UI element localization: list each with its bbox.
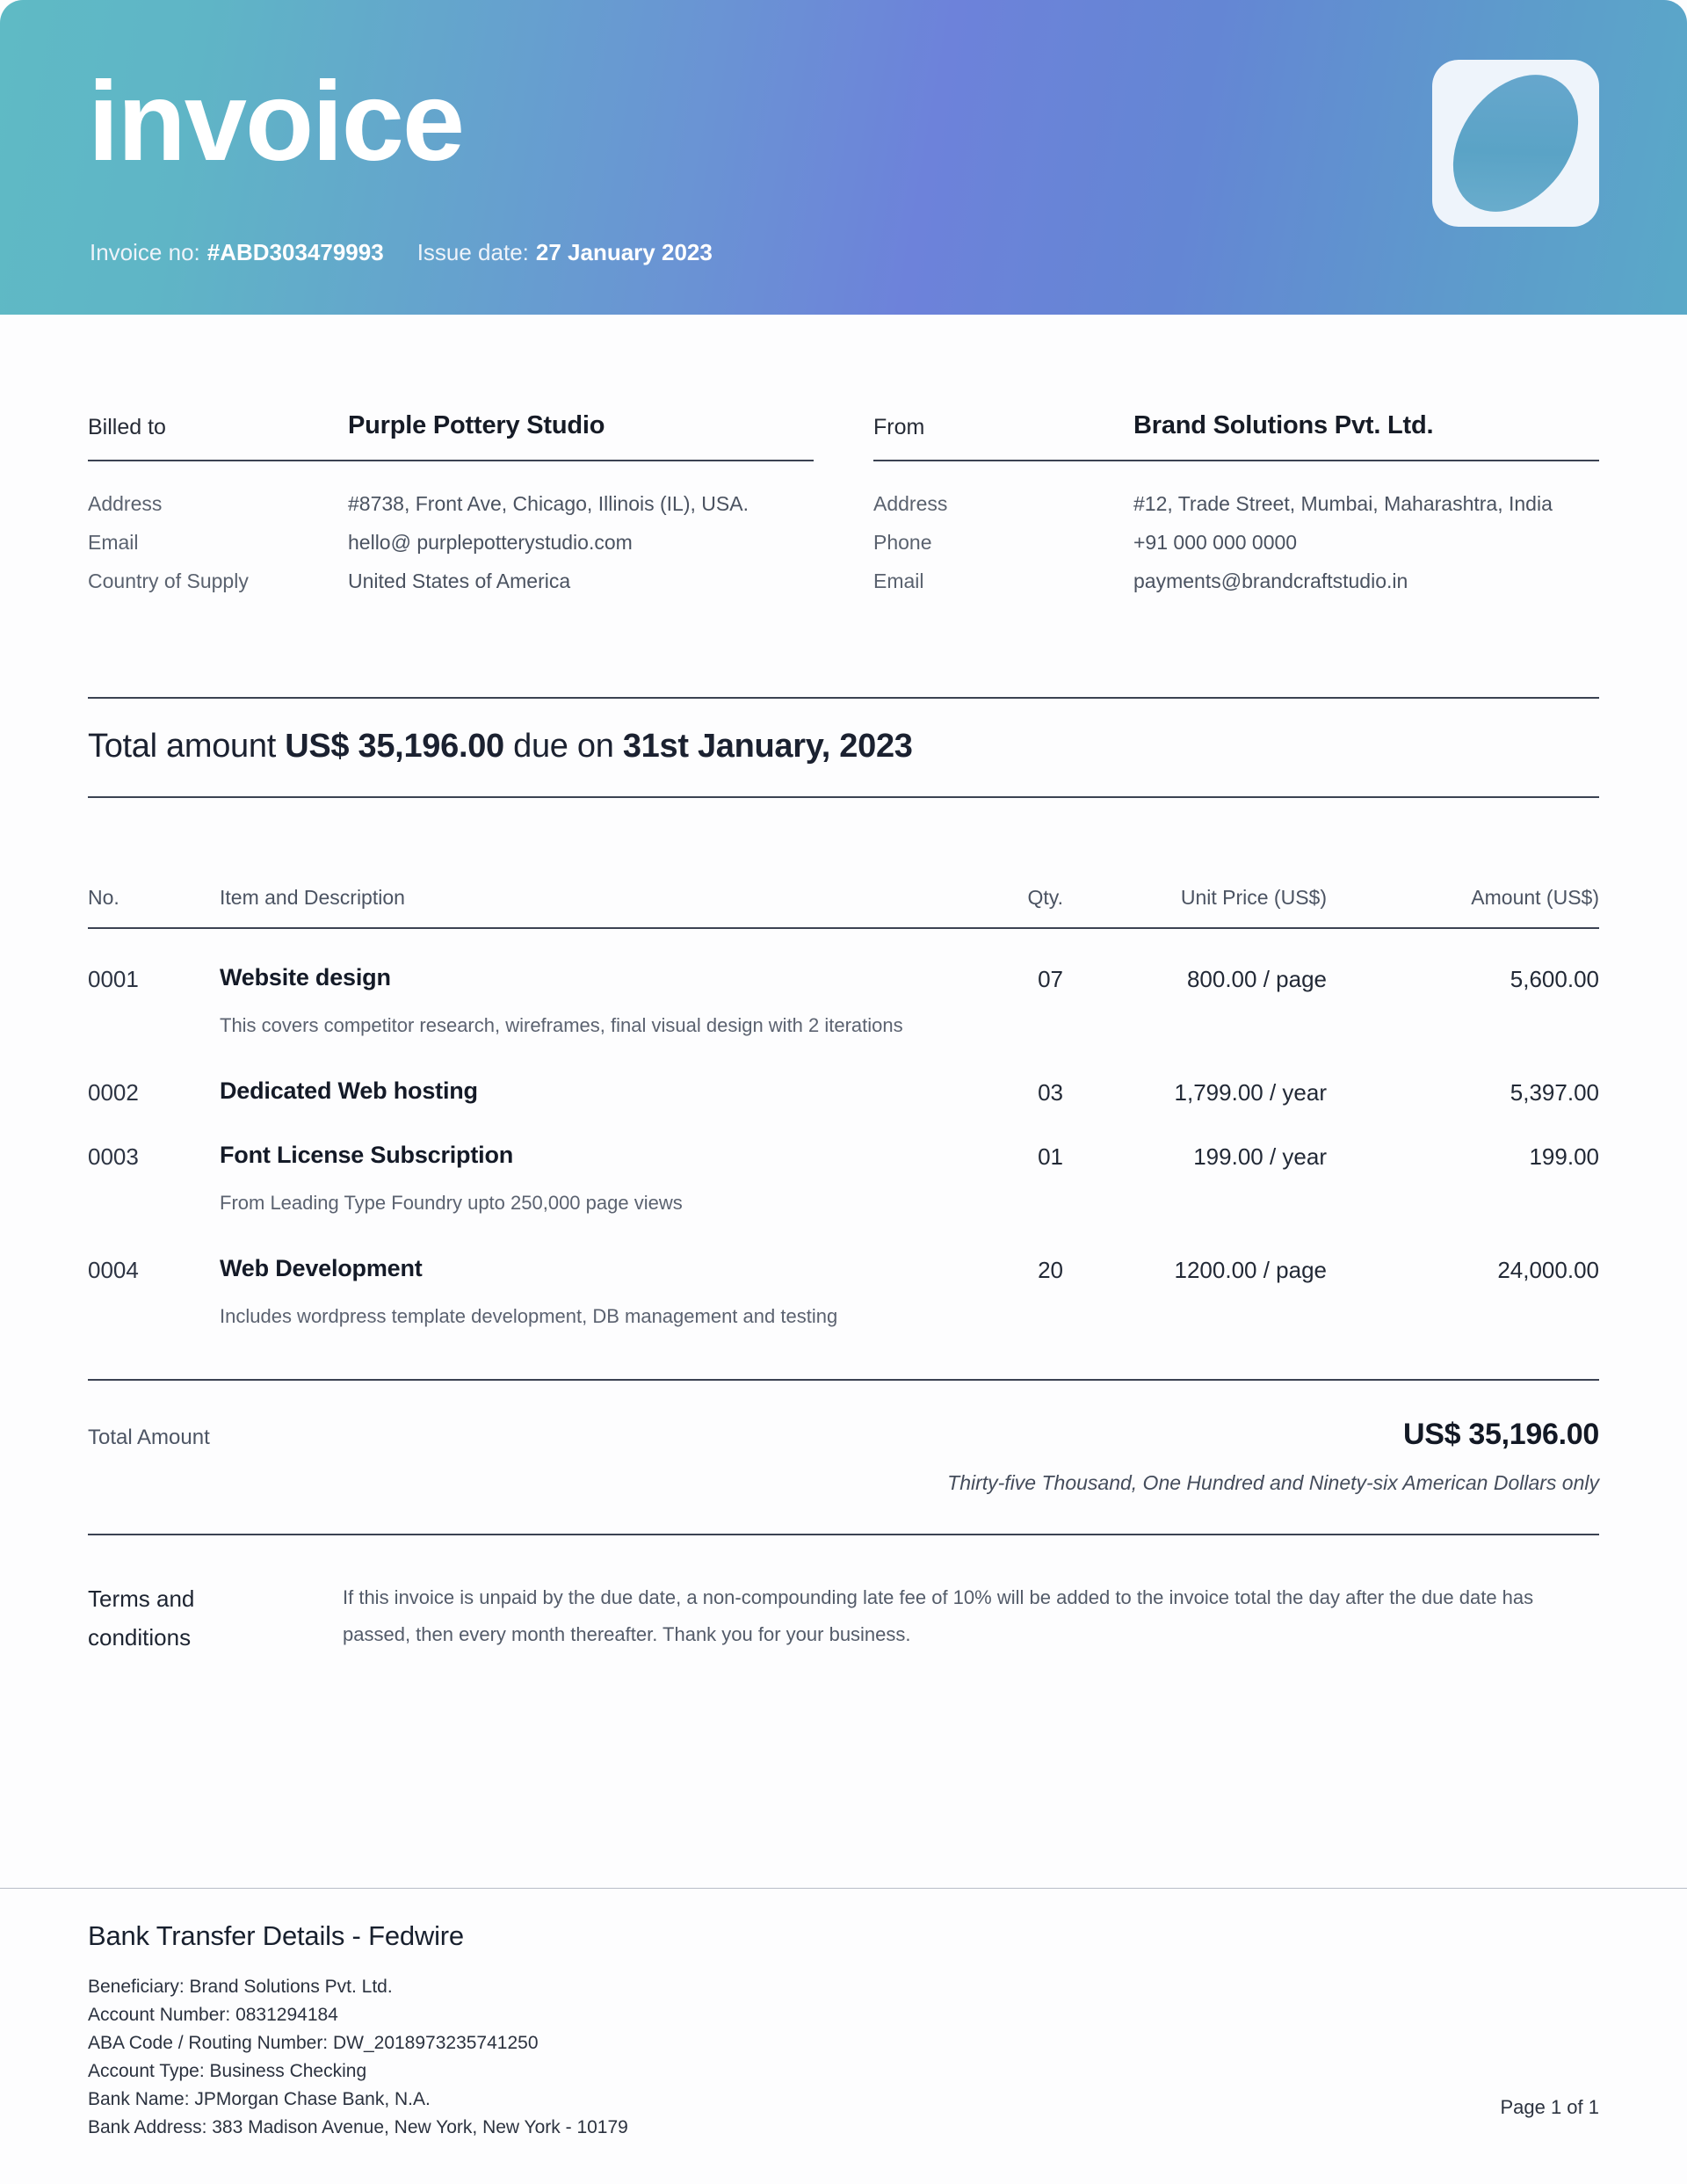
field-label: Phone [873,531,932,554]
field-label: Email [88,531,139,554]
column-header-amount: Amount (US$) [1471,886,1599,909]
field-value: payments@brandcraftstudio.in [1133,570,1408,592]
column-header-no: No. [88,886,119,909]
billed-to-name: Purple Pottery Studio [348,411,605,439]
bank-name: Bank Name: JPMorgan Chase Bank, N.A. [88,2089,431,2109]
invoice-meta [90,239,713,266]
page-title: invoice [88,59,464,185]
header-content [88,0,1599,315]
terms-section [88,1579,1599,1657]
table-row [88,1042,1599,1107]
row-unit-price: 1200.00 / page [1174,1257,1327,1283]
column-header-item: Item and Description [220,886,405,909]
field-label: Address [873,492,948,515]
from-name: Brand Solutions Pvt. Ltd. [1133,411,1434,439]
footer-divider [0,1888,1687,1889]
billed-to-header [88,411,814,461]
issue-date-group [417,239,713,266]
page-number: Page 1 of 1 [1500,2096,1599,2118]
billed-to-email-row [88,523,814,562]
issue-date-value: 27 January 2023 [535,239,713,265]
from-header [873,411,1599,461]
invoice-number-label: Invoice no: [90,239,200,265]
bank-aba-code: ABA Code / Routing Number: DW_2018973235741250 [88,2033,539,2053]
billed-to-block [88,411,814,600]
row-amount: 199.00 [1529,1143,1599,1170]
total-due-banner [88,697,1599,798]
logo-ellipse-shape [1428,51,1604,236]
row-no: 0001 [88,966,139,992]
grand-total-row [88,1381,1599,1452]
invoice-body [0,411,1687,1657]
brand-logo-icon [1432,60,1599,227]
field-label: Address [88,492,163,515]
row-item-title: Font License Subscription [220,1142,514,1168]
terms-text: If this invoice is unpaid by the due date, a non-compounding late fee of 10% will be added to the invoice total the day after the due date has passed, then every month thereafter. Thank you for your business. [343,1586,1534,1645]
from-label: From [873,415,925,439]
row-unit-price: 199.00 / year [1193,1143,1327,1170]
row-unit-price: 800.00 / page [1186,966,1327,992]
row-no: 0004 [88,1257,139,1283]
from-phone-row [873,523,1599,562]
row-qty: 20 [1038,1257,1063,1283]
row-amount: 5,600.00 [1510,966,1599,992]
row-qty: 01 [1038,1143,1063,1170]
row-item-description: This covers competitor research, wireframes, final visual design with 2 iterations [220,1014,903,1036]
from-address-row [873,484,1599,523]
footer-bottom-bar [88,2087,1599,2119]
row-unit-price: 1,799.00 / year [1174,1079,1327,1106]
from-block [873,411,1599,600]
row-item-cell [220,1255,931,1333]
row-item-description: Includes wordpress template development, DB management and testing [220,1305,838,1327]
amount-in-words: Thirty-five Thousand, One Hundred and Ninety-six American Dollars only [947,1471,1599,1494]
bank-account-number: Account Number: 0831294184 [88,2005,338,2025]
row-amount: 24,000.00 [1497,1257,1599,1283]
terms-label-line2: conditions [88,1624,192,1651]
row-item-description: From Leading Type Foundry upto 250,000 page views [220,1192,683,1214]
from-rows [873,484,1599,600]
total-due-prefix: Total amount [88,728,286,765]
bank-account-type: Account Type: Business Checking [88,2061,367,2081]
row-no: 0002 [88,1079,139,1106]
terms-top-divider [88,1534,1599,1535]
grand-total-value: US$ 35,196.00 [1403,1418,1599,1451]
row-qty: 03 [1038,1079,1063,1106]
total-due-amount: US$ 35,196.00 [285,728,504,765]
table-row [88,1220,1599,1333]
field-value: United States of America [348,570,571,592]
billed-to-country-row [88,562,814,600]
field-value: +91 000 000 0000 [1133,531,1298,554]
bank-details-title: Bank Transfer Details - Fedwire [88,1920,464,1951]
billed-to-rows [88,484,814,600]
row-item-cell [220,1142,931,1220]
invoice-number-value: #ABD303479993 [206,239,384,265]
row-no: 0003 [88,1143,139,1170]
row-item-cell [220,1077,931,1105]
terms-label-line1: Terms and [88,1585,195,1612]
field-value: #12, Trade Street, Mumbai, Maharashtra, India [1133,492,1553,515]
field-label: Country of Supply [88,570,249,592]
total-due-date: 31st January, 2023 [622,728,913,765]
field-label: Email [873,570,924,592]
table-row [88,1107,1599,1220]
row-qty: 07 [1038,966,1063,992]
row-item-title: Web Development [220,1255,423,1281]
line-items-table [88,886,1599,1535]
bank-address: Bank Address: 383 Madison Avenue, New York, New York - 10179 [88,2117,628,2137]
total-due-middle: due on [503,728,623,765]
grand-total-label: Total Amount [88,1426,210,1449]
invoice-header [0,0,1687,315]
column-header-qty: Qty. [1027,886,1063,909]
issue-date-label: Issue date: [416,239,529,265]
row-item-cell [220,964,931,1042]
field-value: #8738, Front Ave, Chicago, Illinois (IL), USA. [348,492,749,515]
parties-section [88,411,1599,600]
from-email-row [873,562,1599,600]
column-header-unit-price: Unit Price (US$) [1180,886,1327,909]
bank-beneficiary: Beneficiary: Brand Solutions Pvt. Ltd. [88,1977,393,1997]
row-item-title: Website design [220,964,391,990]
billed-to-address-row [88,484,814,523]
terms-label [88,1579,343,1657]
table-row [88,929,1599,1042]
field-value: hello@ purplepotterystudio.com [348,531,633,554]
row-amount: 5,397.00 [1510,1079,1599,1106]
invoice-number-group [90,239,384,266]
table-header-row [88,886,1599,929]
row-item-title: Dedicated Web hosting [220,1077,478,1104]
billed-to-label: Billed to [88,415,166,439]
